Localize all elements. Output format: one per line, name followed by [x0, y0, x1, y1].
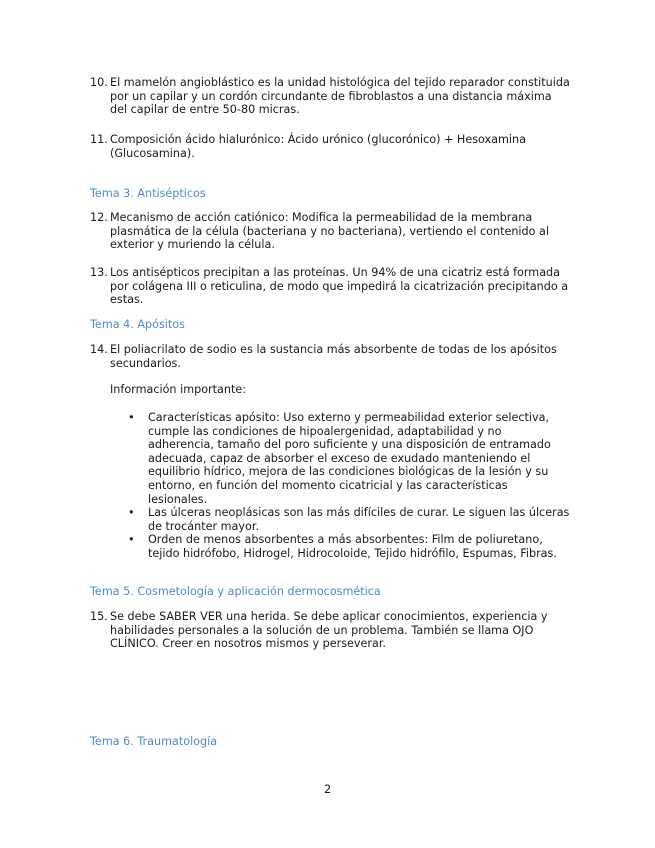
item-number: 13. [90, 266, 108, 279]
list-item-10 [90, 76, 570, 117]
list-item-14 [90, 343, 570, 370]
bullet-icon: • [128, 533, 135, 547]
bullet-item [110, 411, 570, 506]
item-text: Los antisépticos precipitan a las proteínas. Un 94% de una cicatriz está formada por colágena III o reticulina, de modo que impedirá la cicatrización precipitando a estas. [110, 266, 569, 307]
page-number: 2 [323, 783, 332, 796]
section-heading-tema5: Tema 5. Cosmetología y aplicación dermocosmética [90, 585, 381, 598]
item-number: 14. [90, 343, 108, 356]
section-heading-tema6: Tema 6. Traumatología [90, 735, 218, 748]
bullet-text: Las úlceras neoplásicas son las más difíciles de curar. Le siguen las úlceras de trocánter mayor. [148, 506, 570, 533]
info-label: Información importante: [110, 383, 247, 396]
item-text: Mecanismo de acción catiónico: Modifica la permeabilidad de la membrana plasmática de la célula (bacteriana y no bacteriana), vertiendo el contenido al exterior y muriendo la célula. [110, 211, 550, 252]
bullet-list [110, 411, 570, 561]
item-number: 15. [90, 610, 108, 623]
list-item-11 [90, 133, 570, 160]
item-text: El poliacrilato de sodio es la sustancia más absorbente de todas de los apósitos secundarios. [110, 343, 557, 370]
bullet-item [110, 533, 570, 560]
item-number: 12. [90, 211, 108, 224]
bullet-item [110, 506, 570, 533]
item-number: 10. [90, 76, 108, 89]
bullet-text: Características apósito: Uso externo y permeabilidad exterior selectiva, cumple las condiciones de hipoalergenidad, adaptabilidad y no adherencia, tamaño del poro suficiente y una disposición de entramado adecuada, capaz de absorber el exceso de exudado manteniendo el equilibrio hídrico, mejora de las condiciones biológicas de la lesión y su entorno, en función del momento cicatricial y las características lesionales. [148, 411, 551, 506]
bullet-icon: • [128, 411, 135, 424]
section-heading-tema4: Tema 4. Apósitos [90, 318, 185, 331]
list-item-13 [90, 266, 570, 307]
bullet-icon: • [128, 506, 135, 520]
item-text: El mamelón angioblástico es la unidad histológica del tejido reparador constituida por un capilar y un cordón circundante de fibroblastos a una distancia máxima del capilar de entre 50-80 micras. [110, 76, 570, 117]
item-text: Composición ácido hialurónico: Ácido urónico (glucorónico) + Hesoxamina (Glucosamina). [110, 133, 526, 160]
bullet-text: Orden de menos absorbentes a más absorbentes: Film de poliuretano, tejido hidrófobo, Hidrogel, Hidrocoloide, Tejido hidrófilo, Espumas, Fibras. [148, 533, 557, 560]
list-item-15 [90, 610, 570, 651]
item-number: 11. [90, 133, 108, 146]
item-text: Se debe SABER VER una herida. Se debe aplicar conocimientos, experiencia y habilidades personales a la solución de un problema. También se llama OJO CLÍNICO. Creer en nosotros mismos y perseverar. [110, 610, 548, 651]
list-item-12 [90, 211, 570, 252]
section-heading-tema3: Tema 3. Antisépticos [90, 187, 206, 200]
